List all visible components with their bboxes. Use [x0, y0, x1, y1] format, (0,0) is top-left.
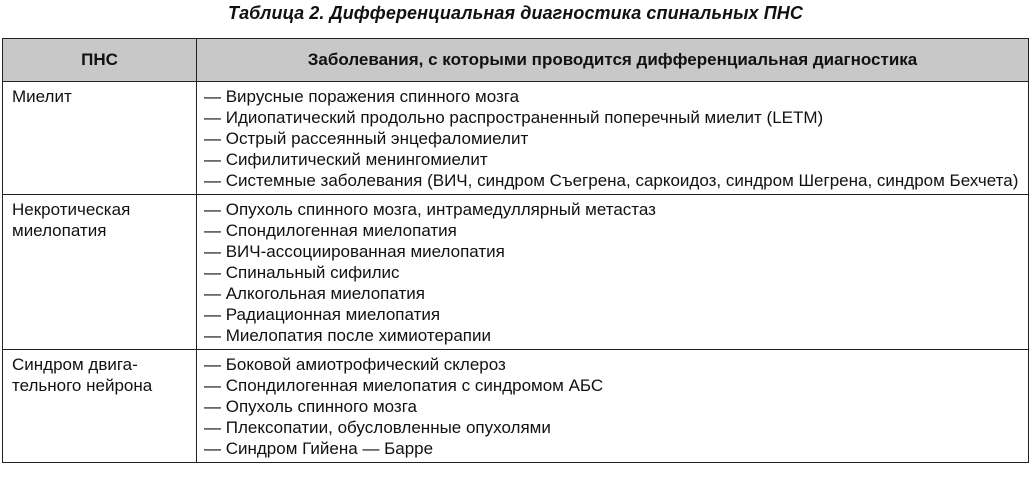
disease-item: — Вирусные поражения спинного мозга: [204, 87, 520, 106]
table-row: [3, 350, 1029, 463]
header-pns: ПНС: [3, 39, 197, 82]
disease-item: — Спондилогенная миелопатия: [204, 221, 457, 240]
disease-item: — Миелопатия после химиотерапии: [204, 326, 492, 345]
pns-cell: [3, 82, 197, 195]
disease-item: — Идиопатический продольно распространенный поперечный миелит (LETM): [204, 108, 824, 127]
disease-item: — Плексопатии, обусловленные опухолями: [204, 418, 551, 437]
table-row: [3, 195, 1029, 350]
diseases-cell: [197, 82, 1029, 195]
pns-label-line: Некротическая: [12, 200, 131, 219]
header-diseases: Заболевания, с которыми проводится дифференциальная диагностика: [197, 39, 1029, 82]
table-caption: Таблица 2. Дифференциальная диагностика спинальных ПНС: [227, 3, 804, 23]
disease-item: — Боковой амиотрофический склероз: [204, 355, 506, 374]
disease-item: — Алкогольная миелопатия: [204, 284, 425, 303]
diseases-cell: [197, 350, 1029, 463]
pns-label-line: Миелит: [12, 87, 72, 106]
diseases-cell: [197, 195, 1029, 350]
header-row: [3, 39, 1029, 82]
differential-diagnosis-table: [2, 38, 1029, 463]
disease-item: — Сифилитический менингомиелит: [204, 150, 488, 169]
disease-item: — Синдром Гийена — Барре: [204, 439, 434, 458]
pns-label-line: Синдром двига-: [12, 355, 138, 374]
disease-item: — ВИЧ-ассоциированная миелопатия: [204, 242, 505, 261]
pns-cell: [3, 350, 197, 463]
disease-item: — Опухоль спинного мозга: [204, 397, 418, 416]
disease-item: — Радиационная миелопатия: [204, 305, 441, 324]
table-row: [3, 82, 1029, 195]
disease-item: — Спондилогенная миелопатия с синдромом АБС: [204, 376, 604, 395]
disease-item: — Системные заболевания (ВИЧ, синдром Съегрена, саркоидоз, синдром Шегрена, синдром Бехчета): [204, 171, 1019, 190]
pns-label-line: миелопатия: [12, 221, 107, 240]
pns-label-line: тельного нейрона: [12, 376, 153, 395]
disease-item: — Острый рассеянный энцефаломиелит: [204, 129, 529, 148]
table-body: [3, 82, 1029, 463]
disease-item: — Спинальный сифилис: [204, 263, 400, 282]
disease-item: — Опухоль спинного мозга, интрамедуллярный метастаз: [204, 200, 656, 219]
pns-cell: [3, 195, 197, 350]
table-header: [3, 39, 1029, 82]
